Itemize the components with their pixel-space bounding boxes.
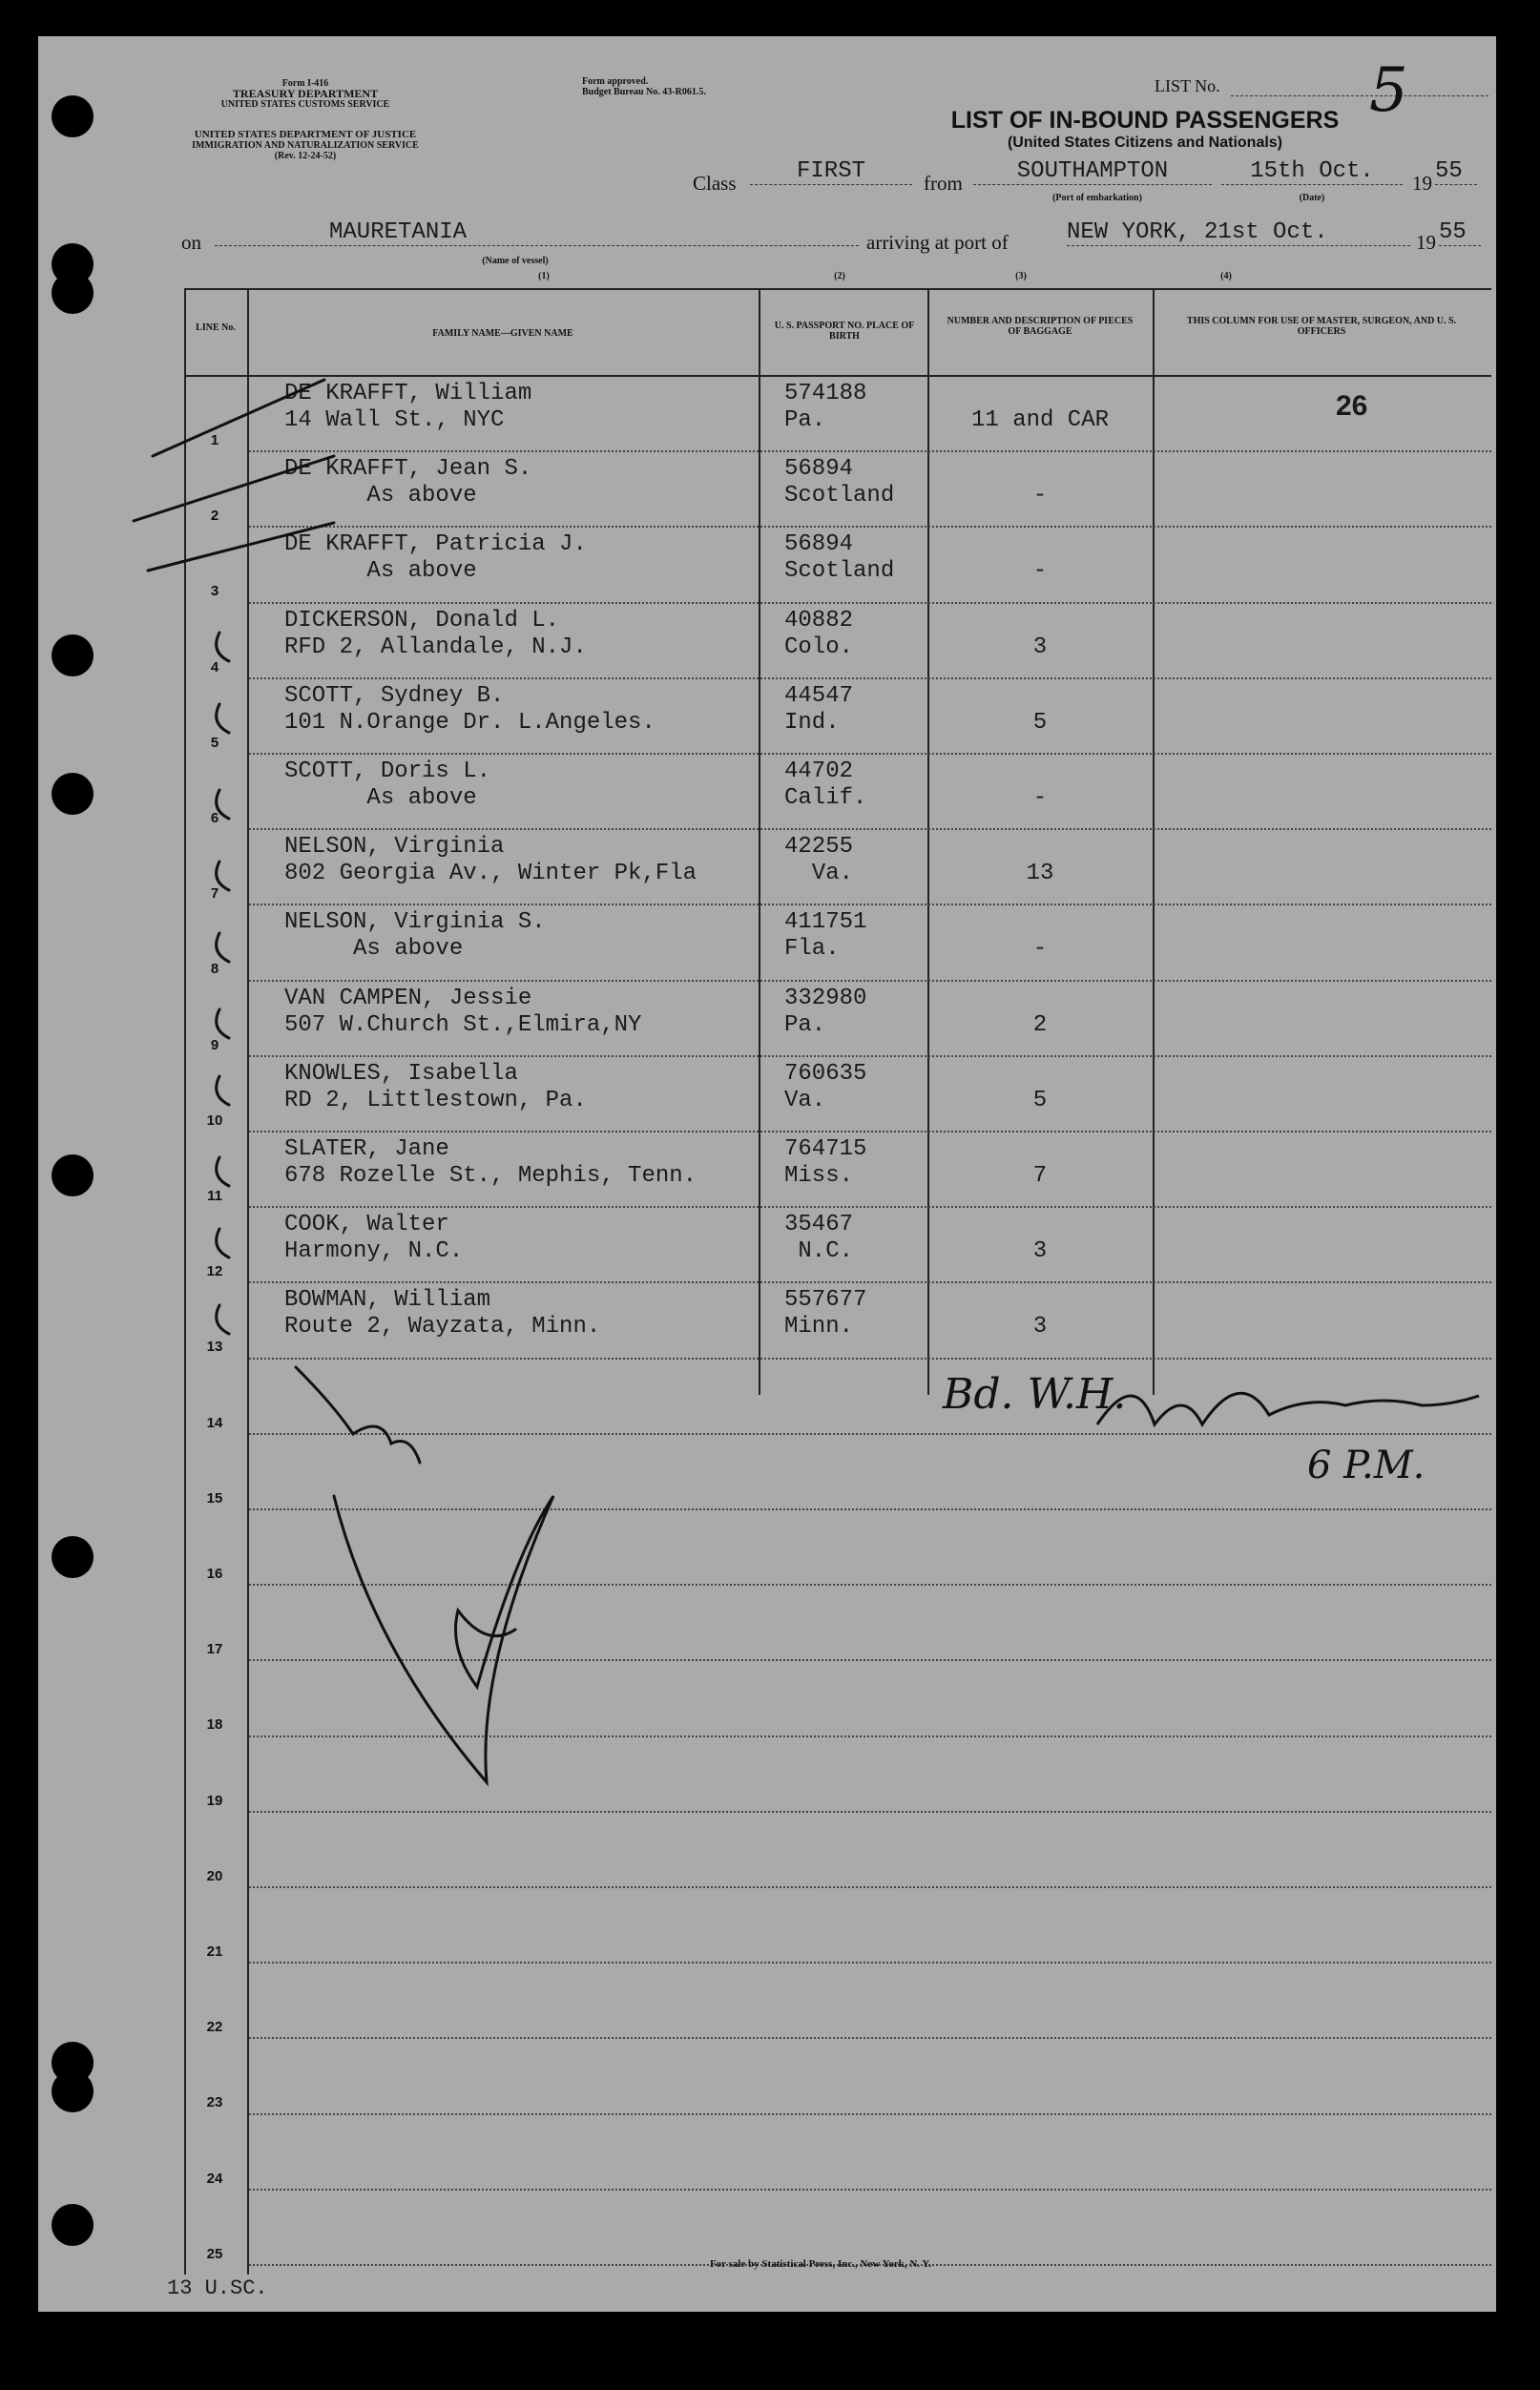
- document-title: LIST OF IN-BOUND PASSENGERS: [950, 107, 1340, 134]
- from-label: from: [924, 172, 963, 195]
- punch-hole: [52, 2070, 94, 2112]
- col-num-2: (2): [834, 271, 845, 281]
- passenger-name: COOK, Walter: [284, 1212, 449, 1238]
- officer-note: 26: [1336, 390, 1368, 422]
- line-number: 13: [206, 1339, 223, 1356]
- treasury-dept: TREASURY DEPARTMENT: [232, 87, 379, 100]
- inspector-initials: [296, 1367, 420, 1463]
- baggage-count: 5: [1032, 1087, 1048, 1113]
- passenger-address: As above: [284, 936, 464, 963]
- line-number: 9: [210, 1036, 219, 1053]
- year-prefix-1: 19: [1412, 172, 1432, 195]
- place-of-birth: Pa.: [784, 407, 826, 433]
- on-label: on: [181, 231, 201, 254]
- checkmark-1: [153, 380, 324, 456]
- place-of-birth: Pa.: [784, 1011, 826, 1038]
- handwritten-marks: [38, 36, 1496, 2312]
- col-num-1: (1): [538, 271, 550, 281]
- checkmark-13: [217, 1305, 229, 1334]
- passenger-address: 678 Rozelle St., Mephis, Tenn.: [284, 1163, 697, 1189]
- passenger-name: SLATER, Jane: [284, 1136, 449, 1162]
- line-number: 20: [206, 1867, 223, 1884]
- line-number: 5: [210, 734, 219, 751]
- place-of-birth: Miss.: [784, 1163, 854, 1189]
- port-caption: (Port of embarkation): [1052, 193, 1142, 203]
- baggage-count: 7: [1032, 1163, 1048, 1189]
- port-of-embarkation: SOUTHAMPTON: [973, 158, 1212, 185]
- passenger-name: DICKERSON, Donald L.: [284, 607, 560, 634]
- line-number: 18: [206, 1716, 223, 1734]
- punch-hole: [52, 634, 94, 676]
- line-number: 14: [206, 1414, 223, 1431]
- punch-hole: [52, 2204, 94, 2246]
- line-number: 21: [206, 1943, 223, 1960]
- place-of-birth: Va.: [784, 861, 854, 887]
- col-num-4: (4): [1220, 271, 1232, 281]
- col-num-3: (3): [1015, 271, 1027, 281]
- line-number: 7: [210, 885, 219, 903]
- baggage-count: 3: [1032, 634, 1048, 660]
- passenger-address: As above: [284, 785, 477, 811]
- place-of-birth: Calif.: [784, 785, 867, 811]
- checkmark-3: [148, 523, 334, 571]
- rev-label: (Rev. 12-24-52): [274, 151, 337, 161]
- passport-number: 40882: [784, 607, 854, 634]
- baggage-count: 3: [1032, 1238, 1048, 1265]
- passport-number: 411751: [784, 909, 867, 936]
- checkmark-9: [217, 1009, 229, 1038]
- passport-number: 35467: [784, 1212, 854, 1238]
- baggage-count: 13: [1026, 861, 1054, 887]
- col-header-officers: THIS COLUMN FOR USE OF MASTER, SURGEON, AND U. S. OFFICERS: [1186, 316, 1457, 337]
- passport-number: 764715: [784, 1136, 867, 1162]
- doj-label: UNITED STATES DEPARTMENT OF JUSTICE: [194, 129, 417, 140]
- manifest-page: [38, 36, 1496, 2312]
- passenger-address: RFD 2, Allandale, N.J.: [284, 634, 587, 660]
- passport-number: 760635: [784, 1060, 867, 1087]
- punch-hole: [52, 272, 94, 314]
- punch-hole: [52, 1536, 94, 1578]
- passport-number: 557677: [784, 1287, 867, 1314]
- class-label: Class: [693, 172, 737, 195]
- place-of-birth: Scotland: [784, 483, 895, 509]
- line-number: 4: [210, 658, 219, 675]
- year-1: 55: [1435, 158, 1477, 185]
- passenger-name: DE KRAFFT, Patricia J.: [284, 531, 587, 558]
- line-number: 23: [206, 2094, 223, 2111]
- passport-number: 56894: [784, 531, 854, 558]
- passenger-address: 101 N.Orange Dr. L.Angeles.: [284, 709, 656, 736]
- embarkation-date: 15th Oct.: [1221, 158, 1403, 185]
- passenger-address: RD 2, Littlestown, Pa.: [284, 1087, 587, 1113]
- budget-label: Budget Bureau No. 43-R061.5.: [582, 87, 706, 97]
- passenger-name: NELSON, Virginia S.: [284, 909, 546, 936]
- officer-handwritten-note: Bd. W.H.: [943, 1370, 1127, 1419]
- passenger-name: DE KRAFFT, Jean S.: [284, 456, 532, 483]
- passport-number: 574188: [784, 381, 867, 406]
- col-header-name: FAMILY NAME—GIVEN NAME: [432, 328, 573, 339]
- passenger-address: 802 Georgia Av., Winter Pk,Fla: [284, 861, 697, 887]
- passenger-name: VAN CAMPEN, Jessie: [284, 985, 532, 1011]
- place-of-birth: Ind.: [784, 709, 840, 736]
- baggage-count: 3: [1032, 1314, 1048, 1340]
- line-number: 12: [206, 1263, 223, 1280]
- checkmark-6: [217, 790, 229, 819]
- checkmark-10: [217, 1076, 229, 1105]
- form-number: Form I-416: [281, 78, 329, 89]
- line-number: 8: [210, 961, 219, 978]
- vessel-caption: (Name of vessel): [482, 256, 549, 266]
- year-2: 55: [1439, 219, 1481, 246]
- date-caption: (Date): [1299, 193, 1325, 203]
- footer-printer: For sale by Statistical Press, Inc., New York, N. Y.: [709, 2258, 932, 2270]
- punch-hole: [52, 773, 94, 815]
- baggage-count: 5: [1032, 709, 1048, 736]
- passport-number: 44702: [784, 759, 854, 784]
- passenger-name: DE KRAFFT, William: [284, 381, 532, 406]
- arrival-port: NEW YORK, 21st Oct.: [1067, 219, 1410, 246]
- passenger-name: NELSON, Virginia: [284, 834, 505, 861]
- line-number: 10: [206, 1112, 223, 1129]
- checkmark-12: [217, 1229, 229, 1257]
- checkmark-2: [134, 456, 334, 521]
- line-number: 22: [206, 2019, 223, 2036]
- line-number: 17: [206, 1641, 223, 1658]
- passport-number: 44547: [784, 682, 854, 709]
- baggage-count: -: [1032, 785, 1048, 811]
- punch-hole: [52, 1154, 94, 1196]
- place-of-birth: N.C.: [784, 1238, 854, 1265]
- approved-label: Form approved.: [582, 76, 649, 87]
- passenger-address: Route 2, Wayzata, Minn.: [284, 1314, 601, 1340]
- passport-number: 56894: [784, 456, 854, 483]
- line-number: 15: [206, 1489, 223, 1507]
- line-number: 6: [210, 810, 219, 826]
- line-number: 2: [210, 508, 219, 525]
- col-header-baggage: NUMBER AND DESCRIPTION OF PIECES OF BAGGAGE: [947, 316, 1134, 337]
- baggage-count: 11 and CAR: [970, 407, 1110, 433]
- line-number: 19: [206, 1792, 223, 1809]
- inspector-signature: [334, 1496, 553, 1782]
- officer-signature-scrawl: [1088, 1367, 1488, 1463]
- col-header-passport: U. S. PASSPORT NO. PLACE OF BIRTH: [774, 321, 915, 342]
- vessel-name: MAURETANIA: [215, 219, 859, 246]
- passenger-address: As above: [284, 483, 477, 509]
- passenger-address: 14 Wall St., NYC: [284, 407, 505, 433]
- footer-code: 13 U.SC.: [167, 2276, 268, 2300]
- col-header-line: LINE No.: [196, 322, 236, 333]
- checkmark-11: [217, 1157, 229, 1186]
- ins-label: IMMIGRATION AND NATURALIZATION SERVICE: [192, 140, 419, 151]
- line-number: 1: [210, 432, 219, 448]
- year-prefix-2: 19: [1416, 231, 1436, 254]
- place-of-birth: Fla.: [784, 936, 840, 963]
- passenger-name: SCOTT, Doris L.: [284, 759, 491, 784]
- checkmark-4: [217, 633, 229, 661]
- baggage-count: -: [1032, 558, 1048, 585]
- baggage-count: 2: [1032, 1011, 1048, 1038]
- list-no-value: 5: [1369, 55, 1408, 126]
- line-number: 25: [206, 2245, 223, 2262]
- line-number: 16: [206, 1566, 223, 1582]
- place-of-birth: Minn.: [784, 1314, 854, 1340]
- officer-time-note: 6 P.M.: [1307, 1444, 1426, 1487]
- passenger-address: Harmony, N.C.: [284, 1238, 464, 1265]
- checkmark-7: [217, 862, 229, 890]
- passenger-address: As above: [284, 558, 477, 585]
- line-number: 3: [210, 583, 219, 600]
- checkmark-8: [217, 933, 229, 962]
- passport-number: 332980: [784, 985, 867, 1011]
- passport-number: 42255: [784, 834, 854, 861]
- passenger-address: 507 W.Church St.,Elmira,NY: [284, 1011, 642, 1038]
- passenger-name: BOWMAN, William: [284, 1287, 491, 1314]
- arriving-label: arriving at port of: [866, 231, 1009, 254]
- list-no-label: LIST No.: [1155, 76, 1220, 95]
- checkmark-5: [217, 704, 229, 733]
- place-of-birth: Scotland: [784, 558, 895, 585]
- place-of-birth: Va.: [784, 1087, 826, 1113]
- document-subtitle: (United States Citizens and Nationals): [1007, 135, 1283, 151]
- baggage-count: -: [1032, 483, 1048, 509]
- place-of-birth: Colo.: [784, 634, 854, 660]
- punch-hole: [52, 95, 94, 137]
- line-number: 24: [206, 2170, 223, 2187]
- class-value: FIRST: [750, 158, 912, 185]
- baggage-count: -: [1032, 936, 1048, 963]
- passenger-name: SCOTT, Sydney B.: [284, 682, 505, 709]
- passenger-name: KNOWLES, Isabella: [284, 1060, 518, 1087]
- customs-service: UNITED STATES CUSTOMS SERVICE: [220, 99, 390, 110]
- line-number: 11: [207, 1188, 222, 1204]
